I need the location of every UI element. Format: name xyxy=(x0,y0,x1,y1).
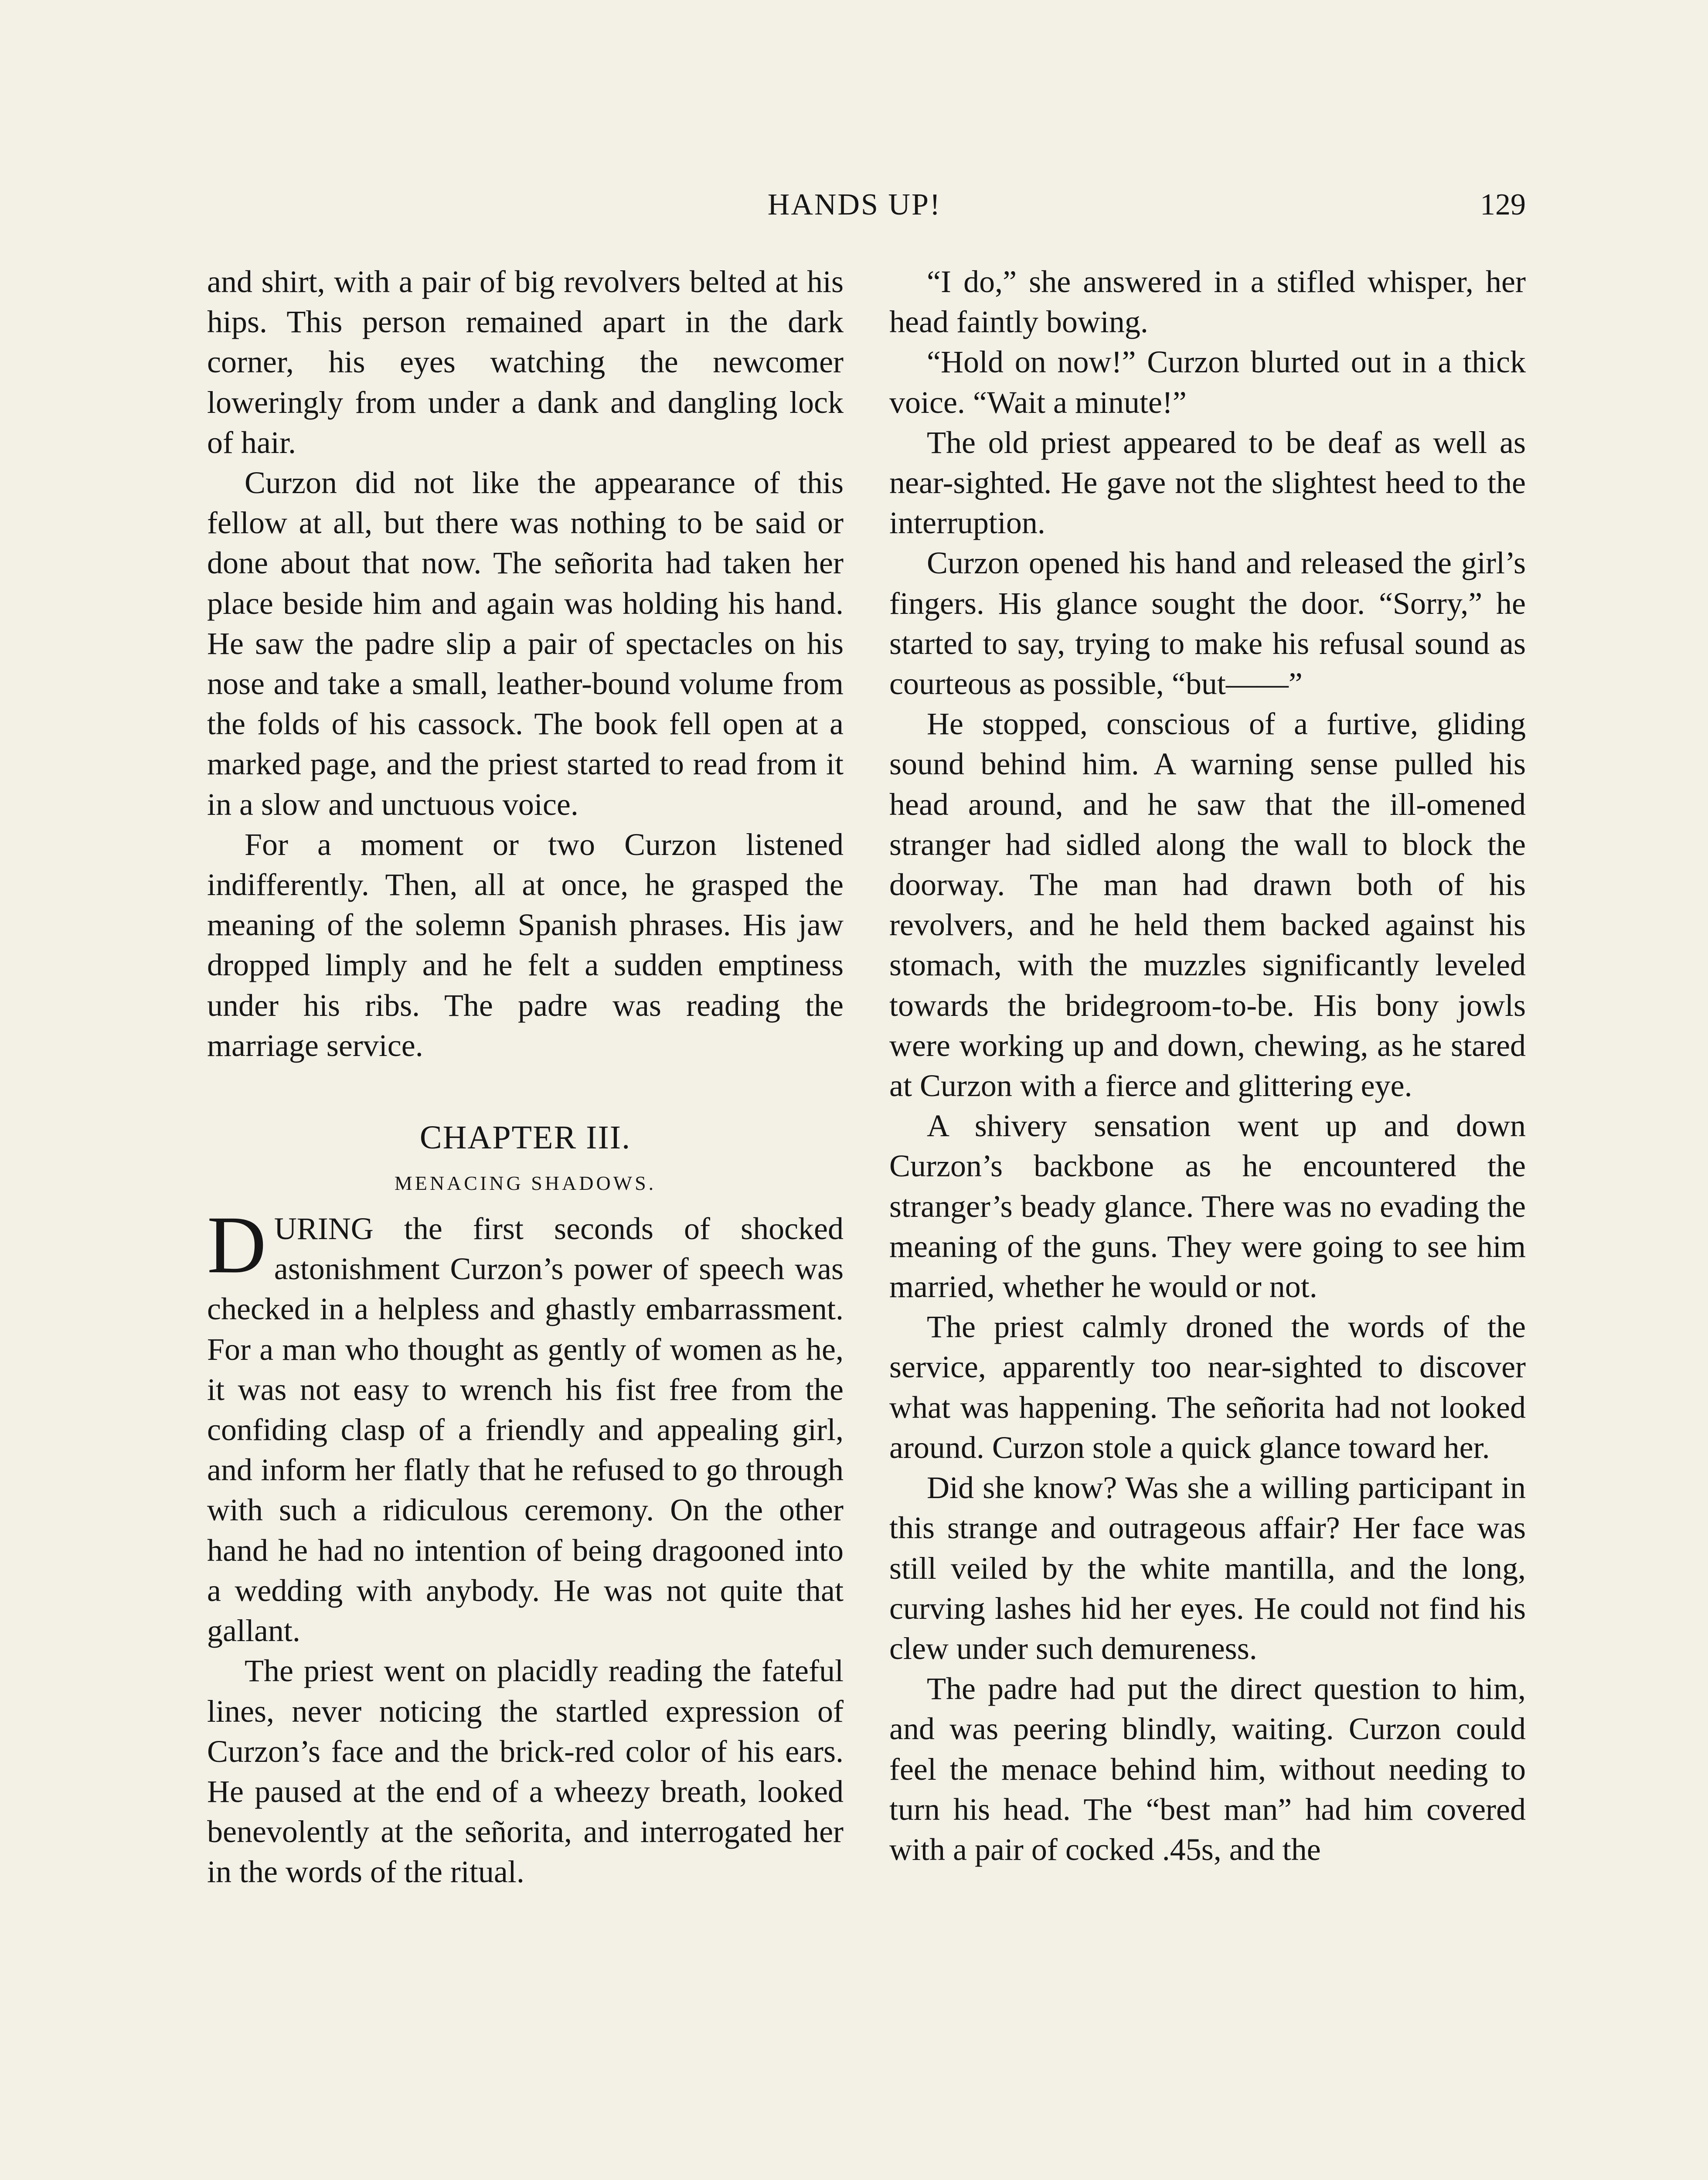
paragraph: and shirt, with a pair of big revolvers belted at his hips. This person remained apart in the dark corner, his eyes watching the newcomer loweringly from under a dank and dangling lock of hair. xyxy=(207,264,844,460)
paragraph: “Hold on now!” Curzon blurted out in a thick voice. “Wait a minute!” xyxy=(889,344,1526,420)
paragraph: The padre had put the direct question to him, and was peering blindly, waiting. Curzon could feel the menace behind him, without needing to turn his head. The “best man” had him covered with a pair of cocked .45s, and the xyxy=(889,1671,1526,1867)
paragraph: “I do,” she answered in a stifled whisper, her head faintly bowing. xyxy=(889,264,1526,340)
page-header xyxy=(0,187,1708,240)
right-column xyxy=(889,262,1526,1870)
paragraph: Did she know? Was she a willing participant in this strange and outrageous affair? Her face was still veiled by the white mantilla, and the long, curving lashes hid her eyes. He could not find his clew under such demureness. xyxy=(889,1470,1526,1666)
page-number: 129 xyxy=(1480,188,1526,221)
left-column xyxy=(207,262,844,1892)
running-title: HANDS UP! xyxy=(767,188,942,221)
chapter-subtitle: MENACING SHADOWS. xyxy=(394,1172,657,1195)
paragraph: The priest went on placidly reading the fateful lines, never noticing the startled expression of Curzon’s face and the brick-red color of his ears. He paused at the end of a wheezy breath, looked benevolently at the señorita, and interrogated her in the words of the ritual. xyxy=(207,1653,844,1890)
paragraph: For a moment or two Curzon listened indifferently. Then, all at once, he grasped the meaning of the solemn Spanish phrases. His jaw dropped limply and he felt a sudden emptiness under his ribs. The padre was reading the marriage service. xyxy=(207,827,844,1063)
paragraph: Curzon did not like the appearance of this fellow at all, but there was nothing to be said or done about that now. The señorita had taken her place beside him and again was holding his hand. He saw the padre slip a pair of spectacles on his nose and take a small, leather-bound volume from the folds of his cassock. The book fell open at a marked page, and the priest started to read from it in a slow and unctuous voice. xyxy=(207,465,844,822)
chapter-heading xyxy=(207,1114,844,1201)
paragraph: The old priest appeared to be deaf as well as near-sighted. He gave not the slightest heed to the interruption. xyxy=(889,425,1526,541)
paragraph: The priest calmly droned the words of the service, apparently too near-sighted to discover what was happening. The señorita had not looked around. Curzon stole a quick glance toward her. xyxy=(889,1309,1526,1465)
first-paragraph-text: URING the first seconds of shocked astonishment Curzon’s power of speech was checked in a helpless and ghastly embarrassment. For a man who thought as gently of women as he, it was not easy to wrench his fist free from the confiding clasp of a friendly and appealing girl, and inform her flatly that he refused to go through with such a ridiculous ceremony. On the other hand he had no intention of being dragooned into a wedding with anybody. He was not quite that gallant. xyxy=(207,1211,844,1649)
chapter-first-paragraph xyxy=(207,1199,844,1651)
paragraph: He stopped, conscious of a furtive, gliding sound behind him. A warning sense pulled his head around, and he saw that the ill-omened stranger had sidled along the wall to block the doorway. The man had drawn both of his revolvers, and he held them backed against his stomach, with the muzzles significantly leveled towards the bridegroom-to-be. His bony jowls were working up and down, chewing, as he stared at Curzon with a fierce and glittering eye. xyxy=(889,706,1526,1104)
paragraph: A shivery sensation went up and down Curzon’s backbone as he encountered the stranger’s beady glance. There was no evading the meaning of the guns. They were going to see him married, whether he would or not. xyxy=(889,1108,1526,1305)
paragraph: Curzon opened his hand and released the girl’s fingers. His glance sought the door. “Sorry,” he started to say, trying to make his refusal sound as courteous as possible, “but——” xyxy=(889,545,1526,702)
chapter-title: CHAPTER III. xyxy=(419,1119,631,1156)
drop-cap: D xyxy=(207,1199,266,1291)
